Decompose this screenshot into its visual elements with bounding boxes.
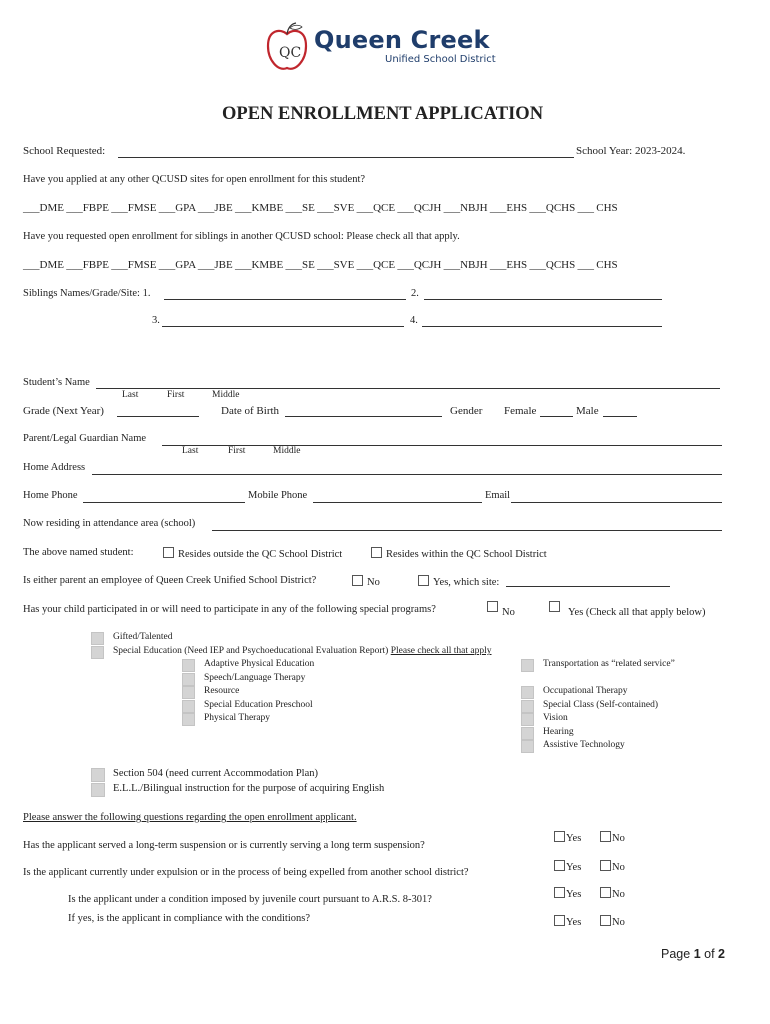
resides-within-label: Resides within the QC School District — [386, 549, 547, 560]
occupational-label: Occupational Therapy — [543, 686, 628, 696]
sites-row-1[interactable]: ___DME ___FBPE ___FMSE ___GPA ___JBE ___KMBE ___SE ___SVE ___QCE ___QCJH ___NBJH ___EHS ___QCHS ___ CHS — [23, 202, 618, 214]
hearing-label: Hearing — [543, 727, 574, 737]
sibling-2-label: 2. — [411, 288, 419, 299]
special-class-label: Special Class (Self-contained) — [543, 700, 659, 710]
sibling-3-label: 3. — [152, 315, 160, 326]
other-sites-question: Have you applied at any other QCUSD sites for open enrollment for this student? — [23, 174, 366, 185]
juvenile-yes-option[interactable] — [554, 887, 581, 900]
male-label: Male — [576, 405, 599, 417]
expulsion-yes-checkbox[interactable] — [554, 860, 565, 871]
logo-name: Queen Creek — [314, 26, 490, 54]
suspension-yes-option[interactable] — [554, 831, 581, 844]
sibling-2-field[interactable] — [424, 299, 662, 300]
compliance-no-label: No — [612, 917, 625, 928]
form-title: OPEN ENROLLMENT APPLICATION — [222, 104, 544, 124]
resource-label: Resource — [204, 686, 240, 696]
resource-checkbox[interactable] — [182, 686, 195, 699]
mobile-phone-field[interactable] — [313, 502, 482, 503]
sped-checkbox[interactable] — [91, 646, 104, 659]
school-requested-label: School Requested: — [23, 145, 106, 157]
vision-checkbox[interactable] — [521, 713, 534, 726]
employee-yes-option[interactable] — [418, 575, 499, 588]
special-no-checkbox[interactable] — [487, 601, 498, 612]
mobile-phone-label: Mobile Phone — [248, 490, 308, 501]
vision-label: Vision — [543, 713, 568, 723]
guardian-first-caption: First — [228, 446, 246, 456]
employee-yes-label: Yes, which site: — [433, 577, 500, 588]
physical-therapy-label: Physical Therapy — [204, 713, 271, 723]
juvenile-no-option[interactable] — [600, 887, 625, 900]
suspension-no-checkbox[interactable] — [600, 831, 611, 842]
employee-question: Is either parent an employee of Queen Creek Unified School District? — [23, 575, 317, 586]
logo-subtitle: Unified School District — [385, 54, 496, 65]
section-504-checkbox[interactable] — [91, 768, 105, 782]
siblings-label: Siblings Names/Grade/Site: 1. — [23, 288, 151, 299]
guardian-middle-caption: Middle — [273, 446, 301, 456]
sibling-3-field[interactable] — [162, 326, 404, 327]
resides-outside-option[interactable] — [163, 547, 342, 560]
special-yes-label: Yes (Check all that apply below) — [568, 607, 706, 618]
school-year-label: School Year: 2023-2024. — [576, 145, 686, 157]
expulsion-no-label: No — [612, 862, 625, 873]
special-class-checkbox[interactable] — [521, 700, 534, 713]
compliance-yes-checkbox[interactable] — [554, 915, 565, 926]
page-number — [661, 947, 725, 961]
employee-no-option[interactable] — [352, 575, 380, 588]
apple-logo-icon — [266, 22, 308, 74]
student-last-caption: Last — [122, 390, 139, 400]
siblings-question: Have you requested open enrollment for siblings in another QCUSD school: Please check all that apply. — [23, 231, 460, 242]
juvenile-yes-label: Yes — [566, 889, 582, 900]
ell-label: E.L.L./Bilingual instruction for the purpose of acquiring English — [113, 783, 385, 794]
hearing-checkbox[interactable] — [521, 727, 534, 740]
grade-field[interactable] — [117, 416, 199, 417]
home-phone-field[interactable] — [83, 502, 245, 503]
school-logo — [266, 22, 511, 74]
special-programs-question: Has your child participated in or will need to participate in any of the following special programs? — [23, 604, 436, 615]
email-label: Email — [485, 490, 511, 501]
assistive-tech-checkbox[interactable] — [521, 740, 534, 753]
compliance-yes-label: Yes — [566, 917, 582, 928]
expulsion-no-option[interactable] — [600, 860, 625, 873]
sped-preschool-label: Special Education Preschool — [204, 700, 313, 710]
page-total: 2 — [718, 947, 725, 961]
speech-checkbox[interactable] — [182, 673, 195, 686]
suspension-yes-label: Yes — [566, 833, 582, 844]
question-suspension: Has the applicant served a long-term suspension or is currently serving a long term suspension? — [23, 840, 425, 851]
grade-label: Grade (Next Year) — [23, 405, 104, 417]
home-address-field[interactable] — [92, 474, 722, 475]
female-label: Female — [504, 405, 537, 417]
male-field[interactable] — [603, 416, 637, 417]
home-address-label: Home Address — [23, 462, 86, 473]
guardian-last-caption: Last — [182, 446, 199, 456]
resides-outside-label: Resides outside the QC School District — [178, 549, 343, 560]
student-name-field[interactable] — [96, 388, 720, 389]
resides-outside-checkbox[interactable] — [163, 547, 174, 558]
special-yes-checkbox[interactable] — [549, 601, 560, 612]
special-no-option[interactable] — [487, 601, 515, 618]
question-expulsion: Is the applicant currently under expulsion or in the process of being expelled from another school district? — [23, 867, 469, 878]
speech-label: Speech/Language Therapy — [204, 673, 306, 683]
student-first-caption: First — [167, 390, 185, 400]
employee-no-checkbox[interactable] — [352, 575, 363, 586]
sites-row-2[interactable]: ___DME ___FBPE ___FMSE ___GPA ___JBE ___KMBE ___SE ___SVE ___QCE ___QCJH ___NBJH ___EHS ___QCHS ___ CHS — [23, 259, 618, 271]
school-requested-field[interactable] — [118, 157, 574, 158]
dob-field[interactable] — [285, 416, 442, 417]
gender-label: Gender — [450, 405, 483, 417]
page-current: 1 — [693, 947, 701, 961]
employee-no-label: No — [367, 577, 380, 588]
student-middle-caption: Middle — [212, 390, 240, 400]
expulsion-no-checkbox[interactable] — [600, 860, 611, 871]
sped-text: Special Education (Need IEP and Psychoeducational Evaluation Report) — [113, 646, 389, 656]
guardian-label: Parent/Legal Guardian Name — [23, 433, 147, 444]
sibling-4-field[interactable] — [422, 326, 662, 327]
email-field[interactable] — [511, 502, 722, 503]
suspension-no-option[interactable] — [600, 831, 625, 844]
sibling-1-field[interactable] — [164, 299, 406, 300]
employee-yes-checkbox[interactable] — [418, 575, 429, 586]
compliance-yes-option[interactable] — [554, 915, 581, 928]
gifted-checkbox[interactable] — [91, 632, 104, 645]
question-compliance: If yes, is the applicant in compliance with the conditions? — [68, 913, 311, 924]
suspension-no-label: No — [612, 833, 625, 844]
resides-within-option[interactable] — [371, 547, 547, 560]
adaptive-pe-checkbox[interactable] — [182, 659, 195, 672]
special-no-label: No — [502, 607, 515, 618]
logo-mark: QC — [279, 45, 302, 61]
female-field[interactable] — [540, 416, 573, 417]
expulsion-yes-label: Yes — [566, 862, 582, 873]
compliance-no-checkbox[interactable] — [600, 915, 611, 926]
dob-label: Date of Birth — [221, 405, 280, 417]
guardian-field[interactable] — [162, 445, 722, 446]
juvenile-no-checkbox[interactable] — [600, 887, 611, 898]
ell-checkbox[interactable] — [91, 783, 105, 797]
juvenile-no-label: No — [612, 889, 625, 900]
employee-site-field[interactable] — [506, 586, 670, 587]
juvenile-yes-checkbox[interactable] — [554, 887, 565, 898]
adaptive-pe-label: Adaptive Physical Education — [204, 659, 315, 669]
gifted-label: Gifted/Talented — [113, 632, 173, 642]
answer-heading: Please answer the following questions regarding the open enrollment applicant. — [23, 812, 357, 823]
student-name-label: Student’s Name — [23, 377, 90, 388]
sped-label — [113, 646, 492, 656]
assistive-tech-label: Assistive Technology — [543, 740, 625, 750]
page-prefix: Page — [661, 947, 691, 961]
page-of: of — [704, 947, 715, 961]
residing-field[interactable] — [212, 530, 722, 531]
occupational-checkbox[interactable] — [521, 686, 534, 699]
physical-therapy-checkbox[interactable] — [182, 713, 195, 726]
residing-label: Now residing in attendance area (school) — [23, 518, 196, 529]
compliance-no-option[interactable] — [600, 915, 625, 928]
special-yes-option[interactable] — [549, 601, 705, 618]
question-juvenile: Is the applicant under a condition imposed by juvenile court pursuant to A.R.S. 8-301? — [68, 894, 432, 905]
sped-preschool-checkbox[interactable] — [182, 700, 195, 713]
suspension-yes-checkbox[interactable] — [554, 831, 565, 842]
sibling-4-label: 4. — [410, 315, 418, 326]
transport-label: Transportation as “related service” — [543, 659, 675, 669]
expulsion-yes-option[interactable] — [554, 860, 581, 873]
home-phone-label: Home Phone — [23, 490, 78, 501]
student-named-label: The above named student: — [23, 547, 134, 558]
section-504-label: Section 504 (need current Accommodation Plan) — [113, 768, 318, 779]
sped-note: Please check all that apply — [390, 646, 492, 656]
resides-within-checkbox[interactable] — [371, 547, 382, 558]
transport-checkbox[interactable] — [521, 659, 534, 672]
